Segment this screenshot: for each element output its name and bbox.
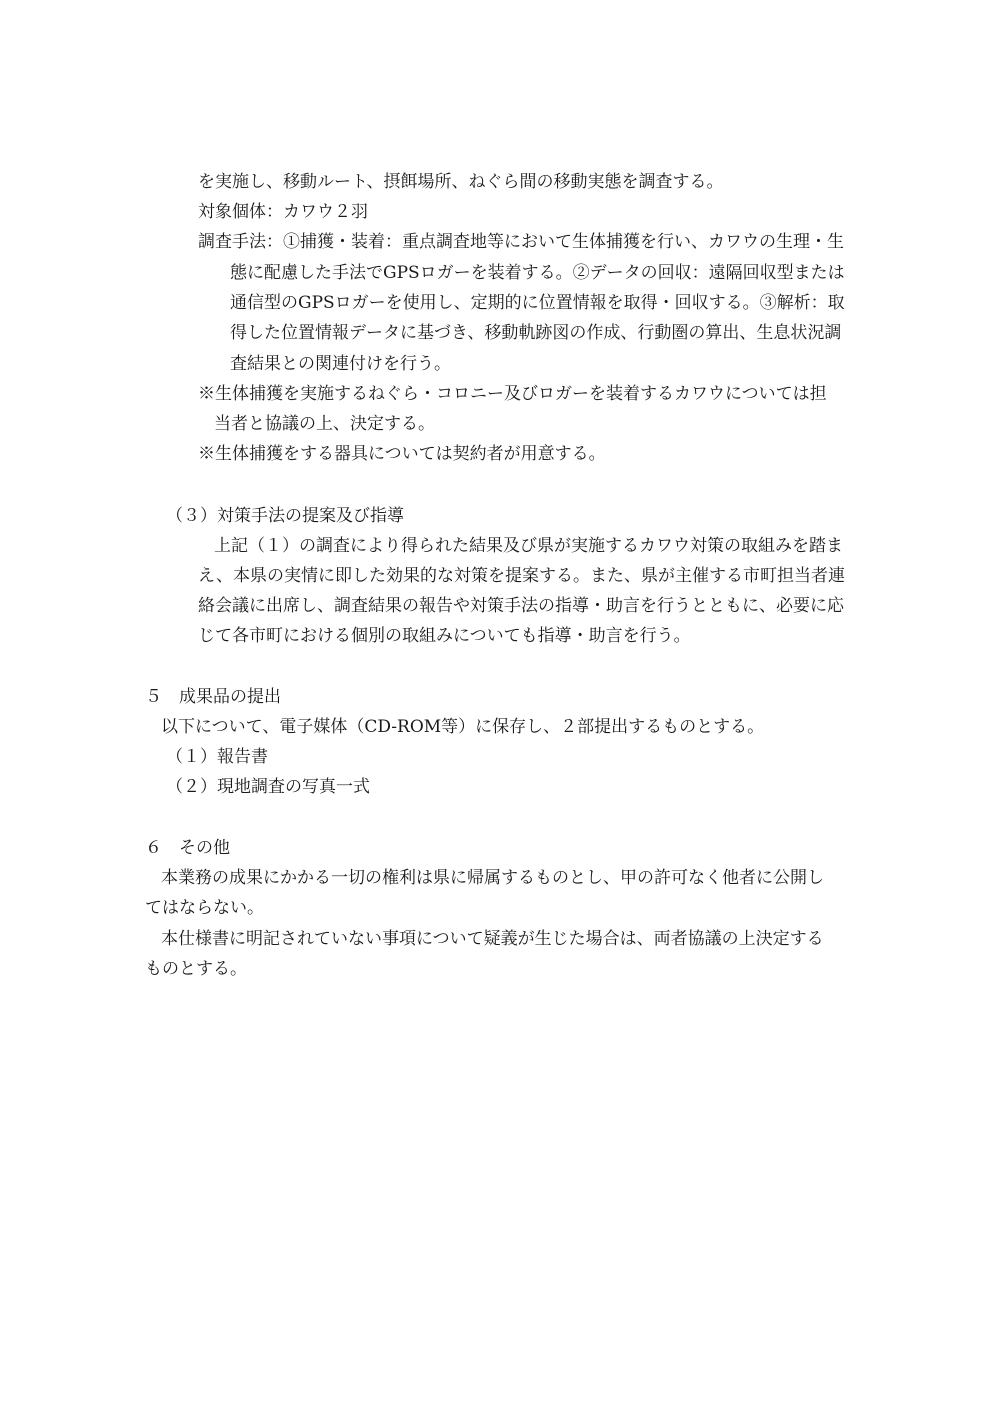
section-heading: ６ その他 — [145, 838, 230, 858]
paragraph-line: 以下について、電子媒体（CD-ROM等）に保存し、２部提出するものとする。 — [161, 717, 765, 737]
paragraph-line: 査結果との関連付けを行う。 — [230, 354, 451, 374]
note-line: ※生体捕獲をする器具については契約者が用意する。 — [198, 444, 606, 464]
paragraph-line: 本仕様書に明記されていない事項について疑義が生じた場合は、両者協議の上決定する — [161, 929, 824, 949]
paragraph-line: 本業務の成果にかかる一切の権利は県に帰属するものとし、甲の許可なく他者に公開し — [161, 868, 824, 888]
paragraph-line: 調査手法：①捕獲・装着：重点調査地等において生体捕獲を行い、カワウの生理・生 — [198, 232, 844, 252]
list-item: （２）現地調査の写真一式 — [166, 777, 370, 797]
paragraph-line: てはならない。 — [145, 898, 264, 918]
paragraph-line: 上記（１）の調査により得られた結果及び県が実施するカワウ対策の取組みを踏ま — [214, 536, 843, 556]
paragraph-line: ものとする。 — [145, 959, 247, 979]
paragraph-line: 通信型のGPSロガーを使用し、定期的に位置情報を取得・回収する。③解析：取 — [230, 293, 845, 313]
note-line: ※生体捕獲を実施するねぐら・コロニー及びロガーを装着するカワウについては担 — [198, 384, 827, 404]
list-item: （１）報告書 — [166, 747, 268, 767]
paragraph-line: を実施し、移動ルート、摂餌場所、ねぐら間の移動実態を調査する。 — [198, 172, 724, 192]
paragraph-line: え、本県の実情に即した効果的な対策を提案する。また、県が主催する市町担当者連 — [198, 566, 846, 586]
paragraph-line: 態に配慮した手法でGPSロガーを装着する。②データの回収：遠隔回収型または — [230, 263, 845, 283]
section-heading: （３）対策手法の提案及び指導 — [166, 506, 404, 526]
note-line: 当者と協議の上、決定する。 — [214, 414, 435, 434]
paragraph-line: 対象個体：カワウ２羽 — [198, 202, 368, 222]
paragraph-line: 絡会議に出席し、調査結果の報告や対策手法の指導・助言を行うとともに、必要に応 — [198, 596, 844, 616]
section-heading: ５ 成果品の提出 — [145, 687, 281, 707]
paragraph-line: 得した位置情報データに基づき、移動軌跡図の作成、行動圏の算出、生息状況調 — [230, 323, 842, 343]
paragraph-line: じて各市町における個別の取組みについても指導・助言を行う。 — [198, 626, 691, 646]
